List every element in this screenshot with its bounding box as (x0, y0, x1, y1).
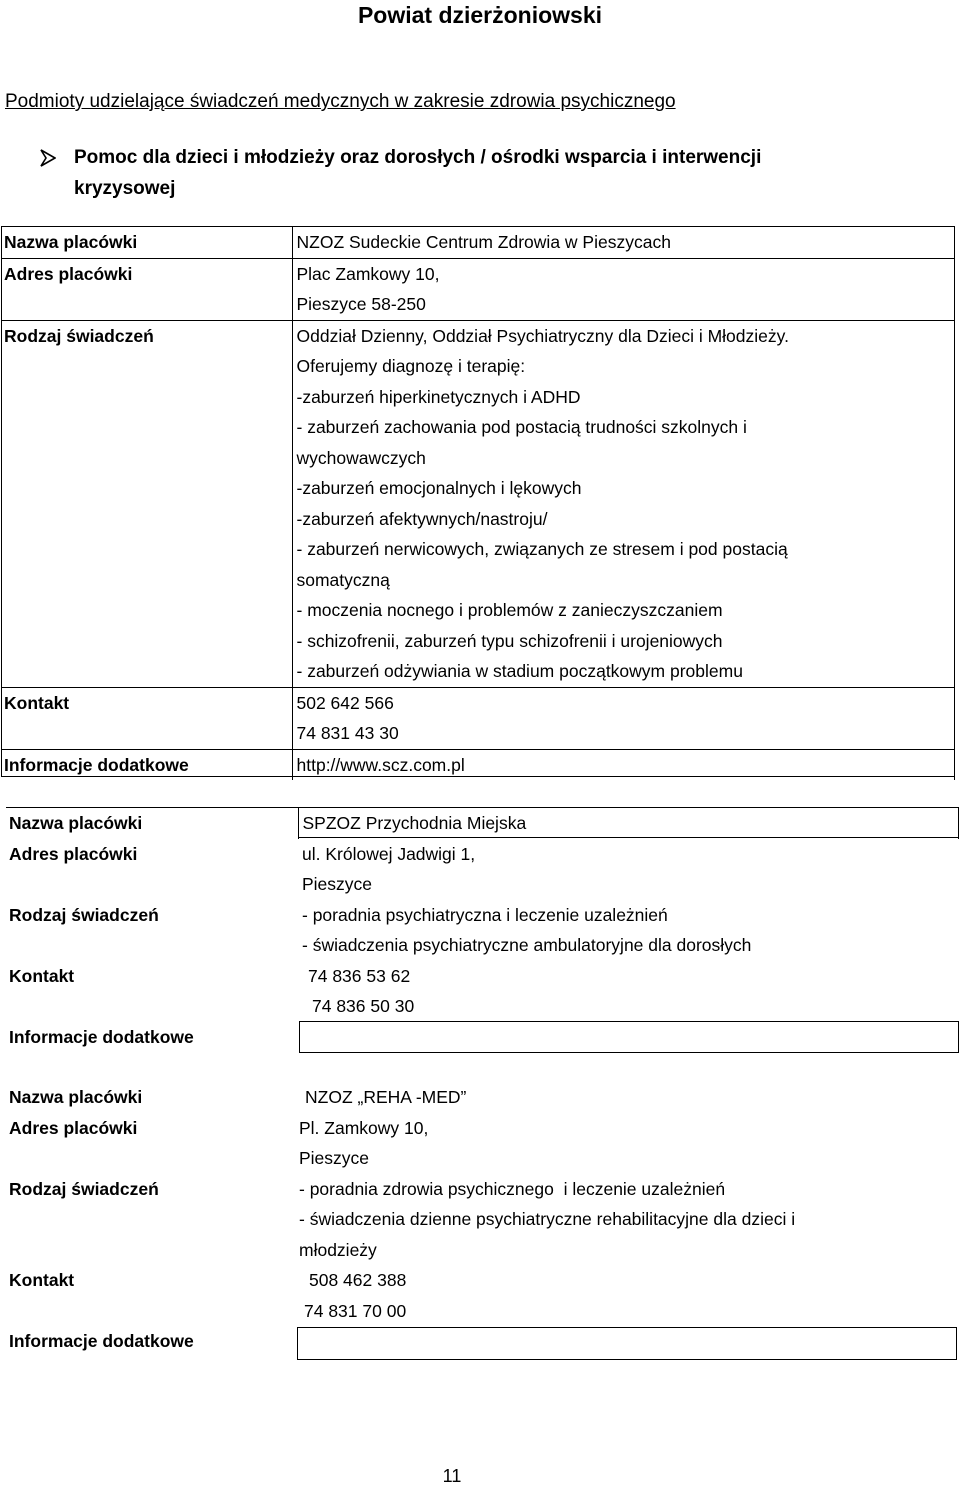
label-name: Nazwa placówki (6, 808, 298, 839)
label-extra: Informacje dodatkowe (1, 749, 292, 780)
phone-number: 508 462 388 (309, 1270, 407, 1290)
service-line: - schizofrenii, zaburzeń typu schizofrenii i urojeniowych (296, 630, 723, 651)
service-line: wychowawczych (296, 447, 426, 468)
facility-services (292, 320, 955, 687)
phone-number: 74 836 50 30 (312, 996, 415, 1016)
service-line: - zaburzeń odżywiania w stadium początkowym problemu (296, 661, 743, 681)
facility-table (6, 807, 959, 1052)
service-line: - moczenia nocnego i problemów z zanieczyszczaniem (296, 600, 723, 620)
arrow-bullet-icon (40, 142, 66, 178)
phone-number: 74 831 70 00 (304, 1300, 407, 1321)
address-line: Pieszyce (299, 1148, 370, 1168)
label-address: Adres placówki (9, 1117, 138, 1138)
facility-website-link[interactable]: http://www.scz.com.pl (292, 749, 955, 780)
phone-number: 502 642 566 (296, 692, 394, 713)
facility-extra (295, 1326, 957, 1357)
section-subtitle: Podmioty udzielające świadczeń medycznych w zakresie zdrowia psychicznego (5, 91, 676, 112)
facility-services (295, 1174, 957, 1266)
facility-contact (298, 961, 959, 1022)
label-service: Rodzaj świadczeń (9, 904, 159, 925)
phone-number: 74 836 53 62 (308, 965, 411, 986)
label-address: Adres placówki (9, 843, 138, 864)
label-address: Adres placówki (1, 258, 292, 320)
service-line: - zaburzeń nerwicowych, związanych ze stresem i pod postacią (296, 539, 788, 559)
facility-table (6, 1082, 957, 1357)
service-line: Oferujemy diagnozę i terapię: (296, 356, 526, 376)
service-line: somatyczną (296, 569, 390, 590)
label-name: Nazwa placówki (1, 227, 292, 259)
facility-name: SPZOZ Przychodnia Miejska (298, 808, 959, 839)
label-contact: Kontakt (9, 1270, 75, 1290)
facility-extra (298, 1022, 959, 1053)
service-line: - świadczenia dzienne psychiatryczne rehabilitacyjne dla dzieci i (299, 1209, 796, 1229)
facility-table (1, 226, 955, 780)
bullet-heading-line: Pomoc dla dzieci i młodzieży oraz dorosłych / ośrodki wsparcia i interwencji (74, 147, 762, 168)
address-line: Pl. Zamkowy 10, (299, 1117, 429, 1138)
label-service: Rodzaj świadczeń (1, 320, 292, 687)
service-line: - świadczenia psychiatryczne ambulatoryjne dla dorosłych (302, 935, 752, 955)
service-line: -zaburzeń hiperkinetycznych i ADHD (296, 386, 581, 407)
address-line: Pieszyce 58-250 (296, 294, 426, 314)
address-line: ul. Królowej Jadwigi 1, (302, 843, 476, 864)
phone-number: 74 831 43 30 (296, 723, 399, 743)
facility-contact (292, 687, 955, 749)
bullet-heading-text (74, 142, 864, 204)
label-contact: Kontakt (9, 965, 75, 986)
label-contact: Kontakt (1, 687, 292, 749)
bullet-heading-line: kryzysowej (74, 178, 176, 199)
label-extra: Informacje dodatkowe (9, 1026, 194, 1047)
address-line: Pieszyce (302, 874, 373, 894)
label-name: Nazwa placówki (9, 1087, 143, 1107)
facility-services (298, 900, 959, 961)
service-line: młodzieży (299, 1239, 377, 1260)
facility-contact (295, 1265, 957, 1326)
page-number: 11 (442, 1466, 462, 1486)
address-line: Plac Zamkowy 10, (296, 263, 440, 284)
label-extra: Informacje dodatkowe (9, 1331, 194, 1351)
label-service: Rodzaj świadczeń (9, 1178, 159, 1199)
facility-name: NZOZ „REHA -MED” (305, 1087, 467, 1107)
service-line: -zaburzeń emocjonalnych i lękowych (296, 478, 582, 498)
service-line: - zaburzeń zachowania pod postacią trudności szkolnych i (296, 417, 747, 437)
facility-address (295, 1113, 957, 1174)
service-line: - poradnia zdrowia psychicznego i leczenie uzależnień (299, 1178, 726, 1199)
facility-address (298, 839, 959, 900)
service-line: Oddział Dzienny, Oddział Psychiatryczny dla Dzieci i Młodzieży. (296, 325, 789, 346)
facility-address (292, 258, 955, 320)
page-title: Powiat dzierżoniowski (357, 2, 603, 28)
service-line: - poradnia psychiatryczna i leczenie uzależnień (302, 904, 668, 925)
service-line: -zaburzeń afektywnych/nastroju/ (296, 508, 548, 529)
facility-name: NZOZ Sudeckie Centrum Zdrowia w Pieszycach (292, 227, 955, 259)
